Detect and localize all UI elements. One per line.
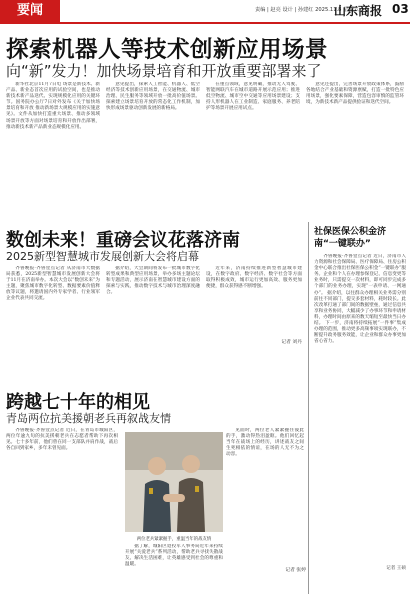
- page-number: 03: [392, 2, 409, 16]
- story2-byline: 记者 刘丹: [281, 340, 302, 345]
- sidebar-headline: 社保医保公积金济南“一键联办”: [314, 227, 387, 249]
- story2-column-1: [6, 266, 100, 384]
- story1-col2-text: 意见提出，探索人工智能、机器人、低空经济等技术创新应用场景，在交通物流、城市治理、民生服务等领域开放一批高价值场景。探索建立场景培育开放的常态化工作机制，加快形成场景驱动创新发展的新格局。: [106, 82, 200, 112]
- story3-column-2: [226, 428, 304, 564]
- story1-subheadline: 向“新”发力！加快场景培育和开放重要部署来了: [6, 62, 322, 80]
- header-rule: [0, 22, 410, 24]
- story2-column-3: [206, 266, 302, 336]
- story1-col1-text: 新华社北京11月7日电 场景是新技术、新产品、新业态首次应用的试验空间，也是推动新技术新产品迭代、实现规模化应用的关键环节。国务院办公厅7日对外发布《关于加快场景培育和开放 推动新场景大规模应用的实施意见》。文件从加快打造重大场景、推动多领域场景开放等方面对场景培育和开放作出部署，推动新技术新产品新业态规模化应用。: [6, 82, 100, 130]
- story2-subheadline: 2025新型智慧城市发展创新大会将启幕: [6, 250, 199, 263]
- sidebar-body: [314, 254, 406, 560]
- story1-column-3: [206, 82, 300, 220]
- story3-column-3: [125, 544, 223, 594]
- story2-column-2: [106, 266, 200, 384]
- story1-col3-text: 在重点领域，意见明确，推动无人驾驶、智能网联汽车在城市道路开展示范应用；推进低空物流、城市空中交通等应用场景建设；支持人形机器人在工业制造、家庭服务、养老陪护等场景开展应用试点。: [206, 82, 300, 112]
- story2-col3-text: 近年来，济南持续推进新型智慧城市建设，在数字政府、数字经济、数字社会等方面取得积极成效，城市运行更加高效、服务更加便捷，群众获得感不断增强。: [206, 266, 302, 290]
- veterans-photo-illustration: [125, 432, 223, 532]
- sidebar-divider: [308, 222, 309, 594]
- page-header: [0, 0, 410, 22]
- story3-col1-text: 齐鲁晚报·齐鲁壹点记者 近日，在青岛市城阳区，两位年逾九旬的抗美援朝老兵在志愿者帮助下再次相见。七十多年前，他们曾在同一支部队并肩作战，战后各自回到家乡，多年未曾见面。: [6, 428, 118, 452]
- section-tab: 要闻: [0, 0, 60, 22]
- story1-column-1: [6, 82, 100, 220]
- veterans-photo: [125, 432, 223, 532]
- story3-subheadline: 青岛两位抗美援朝老兵再叙战友情: [6, 412, 171, 425]
- sidebar-byline: 记者 王硕: [386, 566, 406, 571]
- story2-headline: 数创未来！重磅会议花落济南: [6, 230, 240, 251]
- story1-col4-text: 意见还提出，完善场景开放政策体系，鼓励各地结合产业基础和资源禀赋，打造一批特色应用场景，强化要素保障，营造包容审慎的监管环境，为新技术新产品提供验证和迭代空间。: [306, 82, 404, 106]
- sidebar-body-text: 齐鲁晚报·齐鲁壹点记者 近日，济南市人力资源和社会保障局、医疗保障局、住房公积金中心联合推出社保医保公积金“一键联办”服务。企业和个人在办理参保登记、信息变更等业务时，只需提交一次材料，即可同步完成多个部门的业务办理，实现“一表申请、一网通办”。 据介绍，以往群众办理相关业务需分别前往不同部门，提交多套材料，耗时较长。此次改革打通了部门间的数据壁垒，通过信息共享和业务协同，大幅减少了办事环节和申请材料，办理时间由原来的数天缩短至最快当日办结。 下一步，济南将持续拓展“一件事”集成办理的范围，推动更多高频事项实现联办，不断提升政务服务效能，让企业和群众办事更加省心省力。: [314, 254, 406, 345]
- story1-column-4: [306, 82, 404, 220]
- story1-headline: 探索机器人等技术创新应用场景: [6, 37, 329, 63]
- paper-name: 山东商报: [334, 4, 383, 18]
- story2-col1-text: 齐鲁晚报·齐鲁壹点记者 从济南市大数据局获悉，2025新型智慧城市发展创新大会将于11月在济南举办。本次大会以“数创未来”为主题，聚焦城市数字化转型、数据要素价值释放等议题，将邀请国内外专家学者、行业领军企业代表共同交流。: [6, 266, 100, 302]
- story3-column-1: [6, 428, 118, 594]
- editor-meta: 责编 | 赵亮 设计 | 孙建红 2025.11.8 星期六: [255, 7, 359, 13]
- story2-col2-text: 据介绍，大会期间将发布一批城市数字化转型成果和典型应用场景，举办多场主题论坛和专题活动，展示济南在智慧城市建设方面的探索与实践，推动数字技术与城市治理深度融合。: [106, 266, 200, 296]
- story3-byline: 记者 张婷: [285, 568, 306, 573]
- photo-caption: 两位老兵紧紧握手，重温当年的战友情: [136, 537, 212, 542]
- story1-column-2: [106, 82, 200, 220]
- story3-col3-text: 据了解，城阳区退役军人事务局近年来持续开展“关爱老兵”系列活动，帮助老兵寻找失散战友、解决生活困难，让英雄感受到社会的尊重和温暖。: [125, 544, 223, 568]
- story3-headline: 跨越七十年的相见: [6, 392, 150, 413]
- story3-col2-text: 见面时，两位老人紧紧握住彼此的手，激动得热泪盈眶。他们回忆起当年在战场上的经历，讲述战友之间生死相依的情谊，在场的人无不为之动容。: [226, 428, 304, 458]
